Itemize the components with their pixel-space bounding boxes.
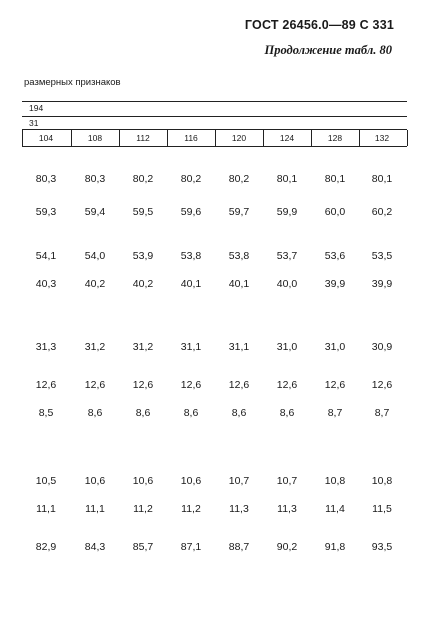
table-cell: 10,7 xyxy=(228,475,250,487)
table-cell: 59,4 xyxy=(84,206,106,218)
table-cell: 8,6 xyxy=(279,407,295,419)
table-cell: 82,9 xyxy=(35,541,57,553)
column-header: 120 xyxy=(231,133,247,143)
table-cell: 12,6 xyxy=(228,379,250,391)
table-cell: 84,3 xyxy=(84,541,106,553)
table-rule-head-bottom xyxy=(22,146,407,147)
column-header: 124 xyxy=(279,133,295,143)
table-cell: 40,1 xyxy=(180,278,202,290)
column-divider xyxy=(119,130,120,146)
table-cell: 59,6 xyxy=(180,206,202,218)
column-header: 128 xyxy=(327,133,343,143)
column-divider xyxy=(359,130,360,146)
table-cell: 12,6 xyxy=(324,379,346,391)
table-cell: 11,5 xyxy=(372,503,392,515)
column-divider xyxy=(215,130,216,146)
table-cell: 10,6 xyxy=(84,475,106,487)
row-label-194: 194 xyxy=(29,103,44,113)
column-divider xyxy=(71,130,72,146)
column-divider xyxy=(311,130,312,146)
table-cell: 10,6 xyxy=(132,475,154,487)
table-cell: 54,1 xyxy=(35,250,57,262)
table-cell: 11,1 xyxy=(36,503,56,515)
page-header: ГОСТ 26456.0—89 С 331 xyxy=(244,18,394,32)
table-cell: 12,6 xyxy=(132,379,154,391)
table-cell: 10,5 xyxy=(35,475,57,487)
row-label-31: 31 xyxy=(29,118,39,128)
table-cell: 87,1 xyxy=(180,541,202,553)
table-cell: 11,1 xyxy=(85,503,105,515)
table-cell: 31,0 xyxy=(276,341,298,353)
table-cell: 31,1 xyxy=(180,341,202,353)
table-rule-2 xyxy=(22,116,407,117)
table-cell: 31,2 xyxy=(132,341,154,353)
column-divider xyxy=(407,130,408,146)
table-cell: 11,3 xyxy=(277,503,297,515)
table-cell: 80,2 xyxy=(180,173,202,185)
table-cell: 53,8 xyxy=(180,250,202,262)
table-cell: 59,3 xyxy=(35,206,57,218)
table-cell: 30,9 xyxy=(371,341,393,353)
column-divider xyxy=(263,130,264,146)
table-cell: 8,6 xyxy=(183,407,199,419)
table-cell: 8,7 xyxy=(374,407,390,419)
table-cell: 31,0 xyxy=(324,341,346,353)
table-cell: 12,6 xyxy=(276,379,298,391)
table-cell: 11,2 xyxy=(133,503,153,515)
table-cell: 10,7 xyxy=(276,475,298,487)
table-cell: 40,3 xyxy=(35,278,57,290)
table-cell: 12,6 xyxy=(180,379,202,391)
table-cell: 10,6 xyxy=(180,475,202,487)
table-cell: 8,5 xyxy=(38,407,54,419)
column-divider xyxy=(22,130,23,146)
column-header: 108 xyxy=(87,133,103,143)
table-cell: 80,3 xyxy=(84,173,106,185)
table-cell: 59,7 xyxy=(228,206,250,218)
table-cell: 39,9 xyxy=(371,278,393,290)
table-cell: 80,3 xyxy=(35,173,57,185)
column-header: 104 xyxy=(38,133,54,143)
table-cell: 11,3 xyxy=(229,503,249,515)
table-cell: 40,1 xyxy=(228,278,250,290)
table-caption: размерных признаков xyxy=(24,77,121,88)
table-cell: 53,7 xyxy=(276,250,298,262)
table-cell: 53,5 xyxy=(371,250,393,262)
table-cell: 59,9 xyxy=(276,206,298,218)
column-divider xyxy=(167,130,168,146)
column-header: 112 xyxy=(136,133,150,143)
table-cell: 54,0 xyxy=(84,250,106,262)
table-cell: 40,2 xyxy=(132,278,154,290)
table-cell: 40,0 xyxy=(276,278,298,290)
table-cell: 8,6 xyxy=(87,407,103,419)
table-cell: 60,0 xyxy=(324,206,346,218)
table-cell: 53,9 xyxy=(132,250,154,262)
table-cell: 60,2 xyxy=(371,206,393,218)
table-cell: 12,6 xyxy=(35,379,57,391)
table-cell: 31,1 xyxy=(228,341,250,353)
table-cell: 10,8 xyxy=(324,475,346,487)
table-cell: 12,6 xyxy=(84,379,106,391)
table-cell: 8,7 xyxy=(327,407,343,419)
table-cell: 59,5 xyxy=(132,206,154,218)
table-cell: 11,4 xyxy=(325,503,345,515)
table-cell: 31,2 xyxy=(84,341,106,353)
table-cell: 11,2 xyxy=(181,503,201,515)
table-cell: 80,1 xyxy=(276,173,298,185)
table-cell: 80,2 xyxy=(228,173,250,185)
table-cell: 53,6 xyxy=(324,250,346,262)
table-cell: 8,6 xyxy=(231,407,247,419)
column-header: 116 xyxy=(184,133,198,143)
table-cell: 8,6 xyxy=(135,407,151,419)
table-cell: 80,1 xyxy=(324,173,346,185)
table-cell: 10,8 xyxy=(371,475,393,487)
table-cell: 12,6 xyxy=(371,379,393,391)
table-cell: 53,8 xyxy=(228,250,250,262)
table-cell: 91,8 xyxy=(324,541,346,553)
table-cell: 90,2 xyxy=(276,541,298,553)
table-cell: 80,2 xyxy=(132,173,154,185)
table-cell: 80,1 xyxy=(371,173,393,185)
table-continuation-label: Продолжение табл. 80 xyxy=(264,43,392,57)
table-cell: 39,9 xyxy=(324,278,346,290)
table-cell: 85,7 xyxy=(132,541,154,553)
table-cell: 40,2 xyxy=(84,278,106,290)
table-cell: 93,5 xyxy=(371,541,393,553)
table-rule-top xyxy=(22,101,407,102)
column-header: 132 xyxy=(374,133,390,143)
table-cell: 31,3 xyxy=(35,341,57,353)
table-cell: 88,7 xyxy=(228,541,250,553)
